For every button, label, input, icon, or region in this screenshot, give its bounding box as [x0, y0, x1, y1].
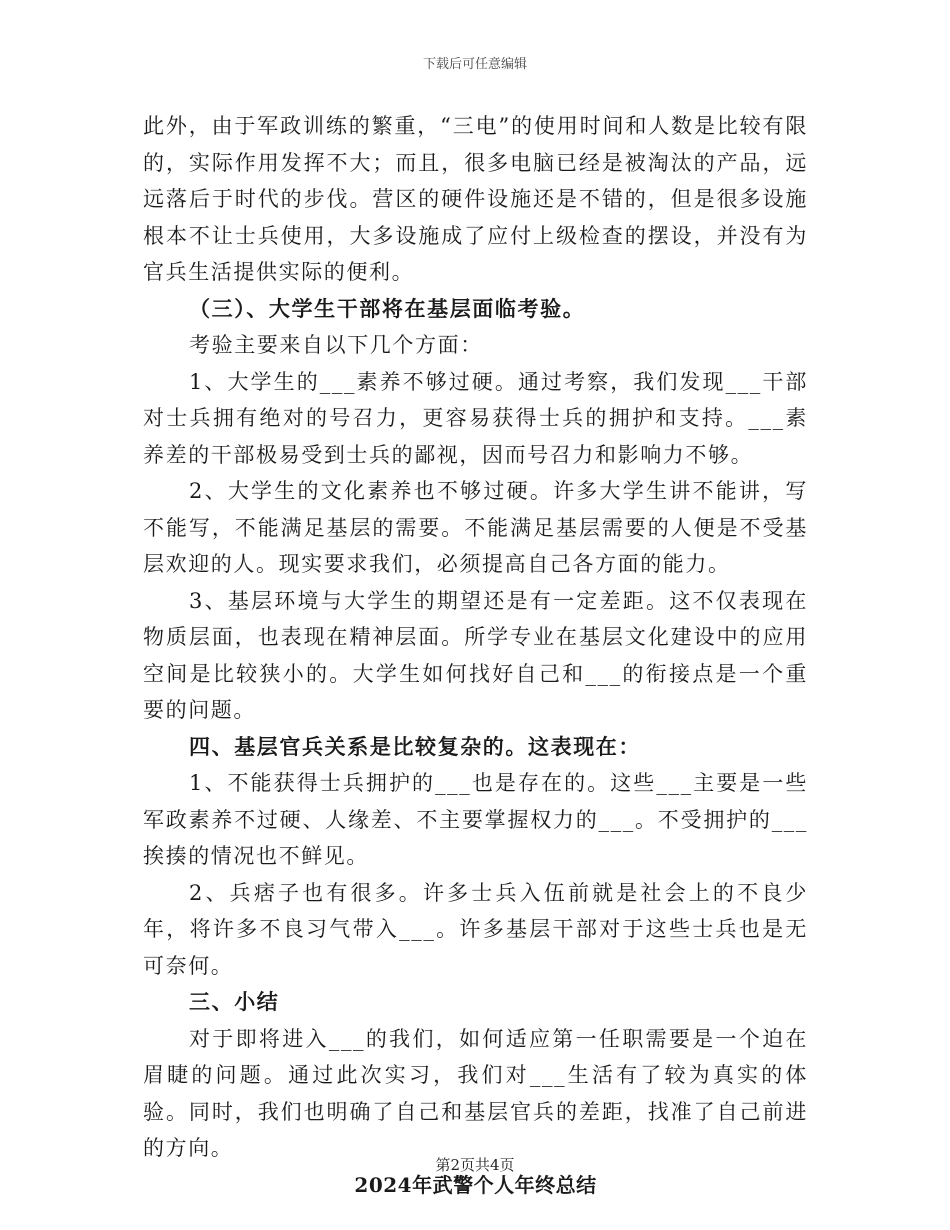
paragraph-intro: 考验主要来自以下几个方面： [189, 333, 483, 357]
page-header-note: 下载后可任意编辑 [422, 57, 527, 72]
paragraph-relation-1: 1、不能获得士兵拥护的___也是存在的。这些___主要是一些军政素养不过硬、人缘差、不主要掌握权力的___。不受拥护的___挨揍的情况也不鲜见。 [143, 771, 808, 868]
page-number: 第2页共4页 [435, 1156, 515, 1174]
section-heading-summary: 三、小结 [189, 989, 280, 1014]
paragraph-point-1: 1、大学生的___素养不够过硬。通过考察，我们发现___干部对士兵拥有绝对的号召力，更容易获得士兵的拥护和支持。___素养差的干部极易受到士兵的鄙视，因而号召力和影响力不够。 [143, 369, 808, 467]
section-heading-3: （三）、大学生干部将在基层面临考验。 [189, 295, 586, 321]
paragraph-point-3: 3、基层环境与大学生的期望还是有一定差距。这不仅表现在物质层面，也表现在精神层面。所学专业在基层文化建设中的应用空间是比较狭小的。大学生如何找好自己和___的衔接点是一个重要的问题。 [143, 588, 808, 722]
paragraph-facilities: 此外，由于军政训练的繁重，“三电”的使用时间和人数是比较有限的，实际作用发挥不大；而且，很多电脑已经是被淘汰的产品，远远落后于时代的步伐。营区的硬件设施还是不错的，但是很多设施根本不让士兵使用，大多设施成了应付上级检查的摆设，并没有为官兵生活提供实际的便利。 [143, 114, 808, 284]
document-body [143, 108, 808, 1203]
section-heading-4: 四、基层官兵关系是比较复杂的。这表现在： [189, 733, 641, 759]
paragraph-relation-2: 2、兵痞子也有很多。许多士兵入伍前就是社会上的不良少年，将许多不良习气带入___。许多基层干部对于这些士兵也是无可奈何。 [143, 880, 808, 978]
paragraph-point-2: 2、大学生的文化素养也不够过硬。许多大学生讲不能讲，写不能写，不能满足基层的需要。不能满足基层需要的人便是不受基层欢迎的人。现实要求我们，必须提高自己各方面的能力。 [143, 479, 808, 576]
paragraph-summary: 对于即将进入___的我们，如何适应第一任职需要是一个迫在眉睫的问题。通过此次实习，我们对___生活有了较为真实的体验。同时，我们也明确了自己和基层官兵的差距，找准了自己前进的方向。 [143, 1026, 808, 1160]
next-document-title: 2024年武警个人年终总结 [354, 1172, 597, 1197]
